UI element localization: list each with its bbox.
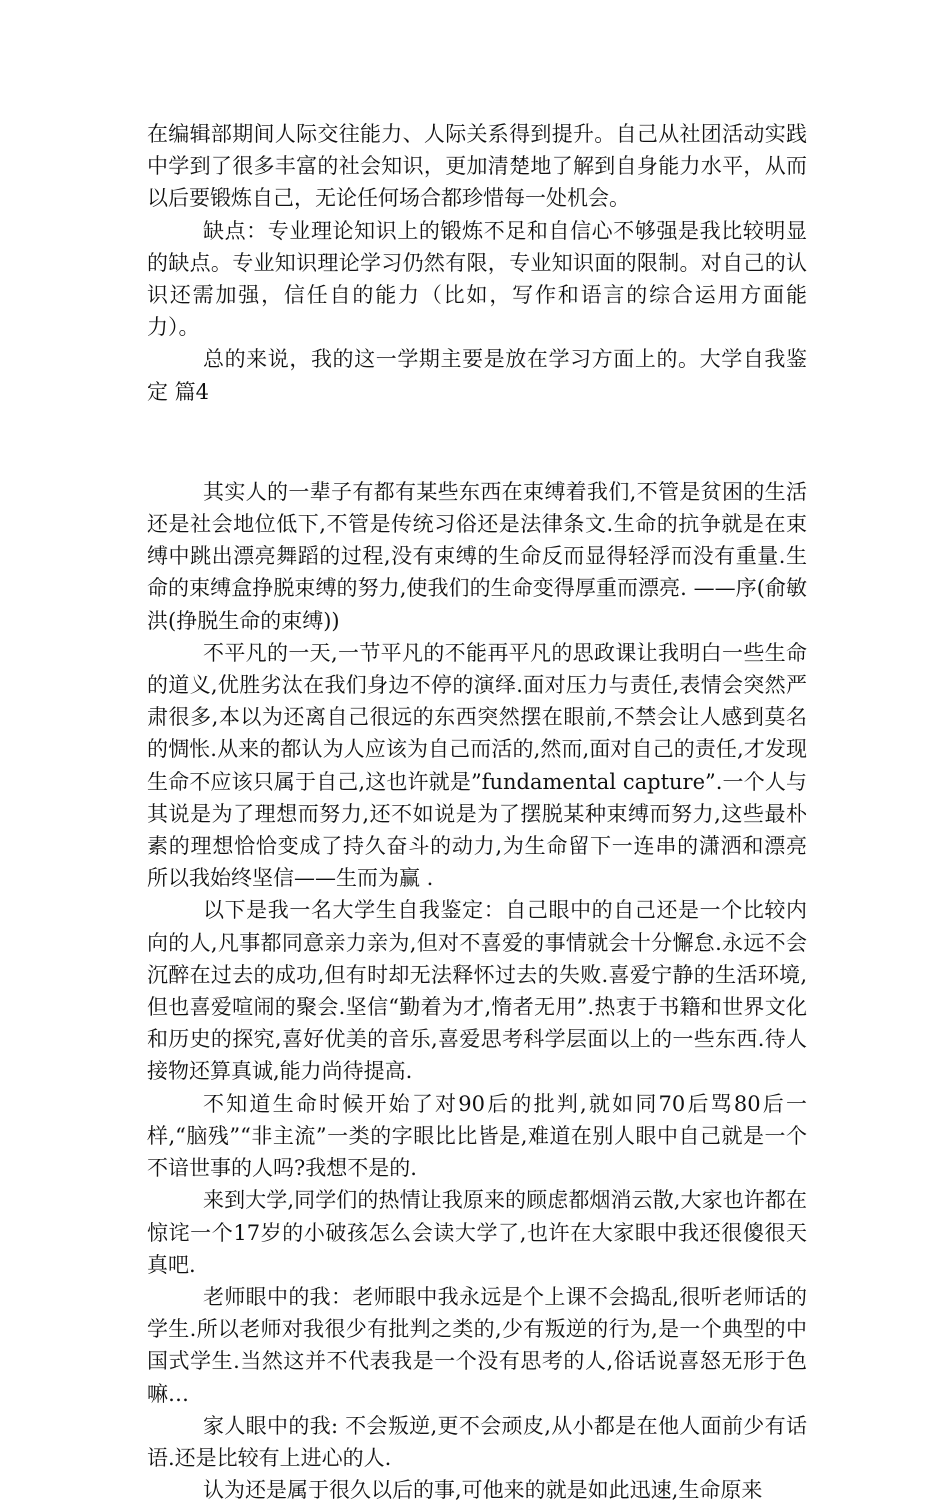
paragraph-university-arrival: 来到大学,同学们的热情让我原来的顾虑都烟消云散,大家也许都在惊诧一个17岁的小破孩怎么会读大学了,也许在大家眼中我还很傻很天真吧. [147, 1188, 807, 1277]
paragraph-teacher-view: 老师眼中的我：老师眼中我永远是个上课不会捣乱,很听老师话的学生.所以老师对我很少有批判之类的,少有叛逆的行为,是一个典型的中国式学生.当然这并不代表我是一个没有思考的人,俗话说喜怒无形于色嘛… [147, 1284, 807, 1406]
document-body [147, 118, 807, 1506]
paragraph-semester-summary: 总的来说，我的这一学期主要是放在学习方面上的。大学自我鉴定 篇4 [147, 347, 807, 404]
paragraph-preface-quote: 其实人的一辈子有都有某些东西在束缚着我们,不管是贫困的生活还是社会地位低下,不管是传统习俗还是法律条文.生命的抗争就是在束缚中跳出漂亮舞蹈的过程,没有束缚的生命反而显得轻浮而没有重量.生命的束缚盒挣脱束缚的努力,使我们的生命变得厚重而漂亮. ——序(俞敏洪(挣脱生命的束缚)) [147, 479, 807, 633]
paragraph-family-view: 家人眼中的我: 不会叛逆,更不会顽皮,从小都是在他人面前少有话语.还是比较有上进心的人. [147, 1413, 807, 1470]
paragraph-social-activities: 在编辑部期间人际交往能力、人际关系得到提升。自己从社团活动实践中学到了很多丰富的社会知识，更加清楚地了解到自身能力水平，从而以后要锻炼自己，无论任何场合都珍惜每一处机会。 [147, 122, 807, 211]
section-gap [147, 408, 807, 476]
paragraph-closing-fragment: 认为还是属于很久以后的事,可他来的就是如此迅速,生命原来 [203, 1478, 763, 1503]
paragraph-self-view: 以下是我一名大学生自我鉴定：自己眼中的自己还是一个比较内向的人,凡事都同意亲力亲为,但对不喜爱的事情就会十分懈怠.永远不会沉醉在过去的成功,但有时却无法释怀过去的失败.喜爱宁静的生活环境,但也喜爱喧闹的聚会.坚信“勤着为才,惰者无用”.热衷于书籍和世界文化和历史的探究,喜好优美的音乐,喜爱思考科学层面以上的一些东西.待人接物还算真诚,能力尚待提高. [147, 898, 807, 1084]
paragraph-shortcomings: 缺点：专业理论知识上的锻炼不足和自信心不够强是我比较明显的缺点。专业知识理论学习仍然有限，专业知识面的限制。对自己的认识还需加强，信任自的能力（比如，写作和语言的综合运用方面能力）。 [147, 218, 807, 340]
paragraph-extraordinary-day: 不平凡的一天,一节平凡的不能再平凡的思政课让我明白一些生命的道义,优胜劣汰在我们身边不停的演绎.面对压力与责任,表情会突然严肃很多,本以为还离自己很远的东西突然摆在眼前,不禁会让人感到莫名的惆怅.从来的都认为人应该为自己而活的,然而,面对自己的责任,才发现生命不应该只属于自己,这也许就是”fundamental capture”.一个人与其说是为了理想而努力,还不如说是为了摆脱某种束缚而努力,这些最朴素的理想恰恰变成了持久奋斗的动力,为生命留下一连串的潇洒和漂亮 所以我始终坚信——生而为赢 . [147, 640, 807, 891]
paragraph-post90s: 不知道生命时候开始了对90后的批判,就如同70后骂80后一样,“脑残”“非主流”一类的字眼比比皆是,难道在别人眼中自己就是一个不谙世事的人吗?我想不是的. [147, 1091, 807, 1181]
